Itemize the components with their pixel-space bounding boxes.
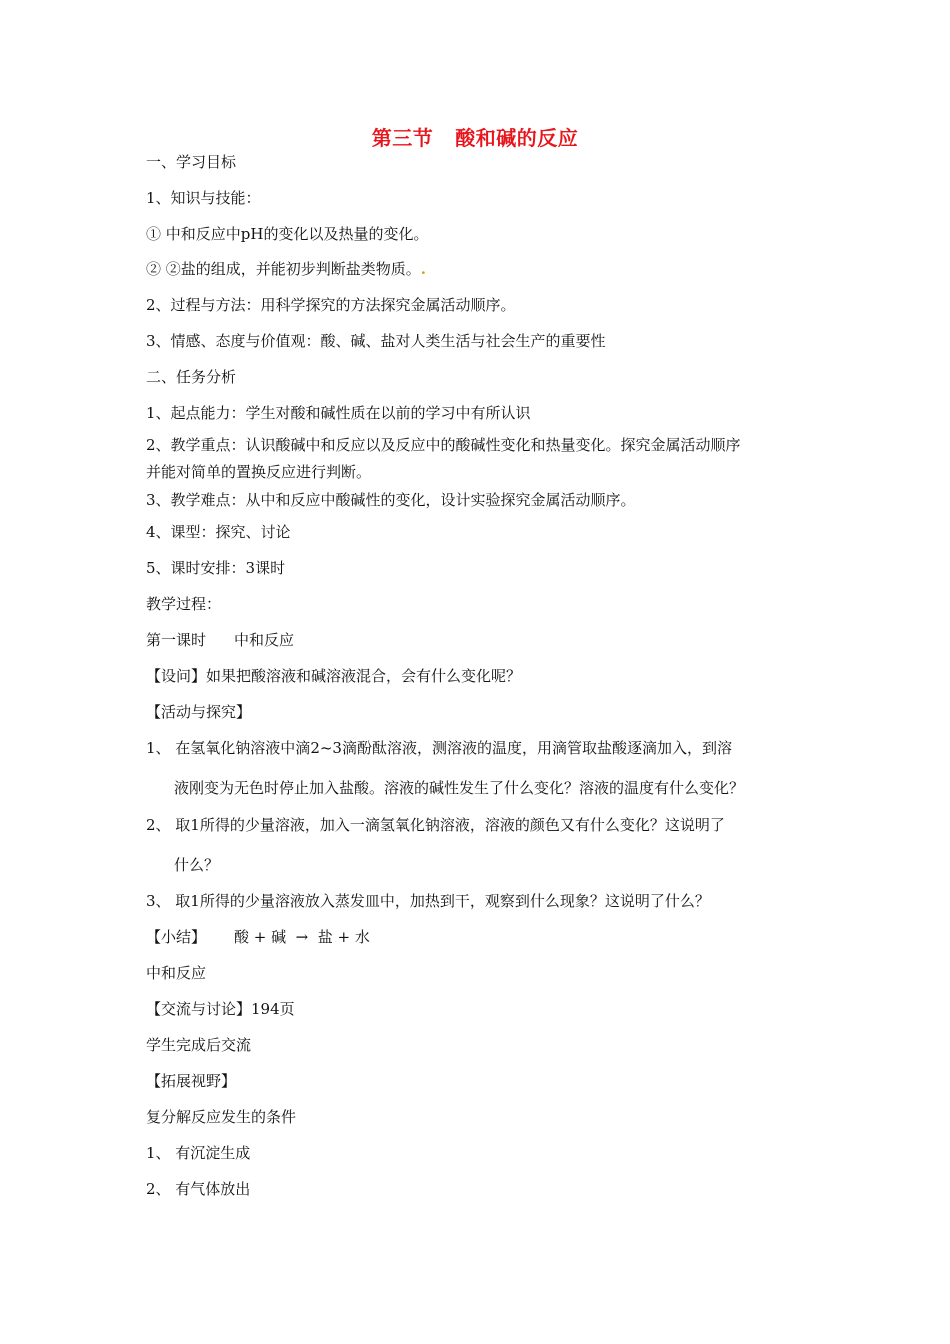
text-line: 3、情感、态度与价值观：酸、碱、盐对人类生活与社会生产的重要性 <box>146 332 606 350</box>
text-line: ② ②盐的组成，并能初步判断盐类物质。. <box>146 260 427 278</box>
text-line: 3、教学难点：从中和反应中酸碱性的变化，设计实验探究金属活动顺序。 <box>146 491 636 509</box>
text-line: 2、 取1所得的少量溶液，加入一滴氢氧化钠溶液，溶液的颜色又有什么变化？这说明了 <box>146 816 725 834</box>
text-line: 2、过程与方法：用科学探究的方法探究金属活动顺序。 <box>146 296 516 314</box>
text-line: 4、课型：探究、讨论 <box>146 523 291 541</box>
text-line: 中和反应 <box>146 964 207 982</box>
title-section: 第三节 <box>371 126 434 150</box>
text-line: 3、 取1所得的少量溶液放入蒸发皿中，加热到干，观察到什么现象？这说明了什么？ <box>146 892 710 910</box>
text-line: 2、 有气体放出 <box>146 1180 251 1198</box>
text-line: 1、知识与技能： <box>146 189 261 207</box>
text-line: 学生完成后交流 <box>146 1036 252 1054</box>
text-line: 5、课时安排：3课时 <box>146 559 286 577</box>
text-line: ① 中和反应中pH的变化以及热量的变化。 <box>146 225 429 243</box>
text-line: 教学过程： <box>146 595 222 613</box>
text-line: 什么？ <box>174 856 220 874</box>
title-topic: 酸和碱的反应 <box>455 126 579 150</box>
text-line: 【交流与讨论】194页 <box>146 1000 295 1018</box>
heading-task-analysis: 二、任务分析 <box>146 368 237 386</box>
text-line: 复分解反应发生的条件 <box>146 1108 297 1126</box>
page-title <box>0 122 950 151</box>
text-line: 1、起点能力：学生对酸和碱性质在以前的学习中有所认识 <box>146 404 531 422</box>
text-line: 液刚变为无色时停止加入盐酸。溶液的碱性发生了什么变化？溶液的温度有什么变化？ <box>174 779 745 797</box>
lesson-heading: 第一课时 中和反应 <box>146 631 295 649</box>
text-line: 1、 在氢氧化钠溶液中滴2~3滴酚酞溶液，测溶液的温度，用滴管取盐酸逐滴加入，到溶 <box>146 739 732 757</box>
text-line: 2、教学重点：认识酸碱中和反应以及反应中的酸碱性变化和热量变化。探究金属活动顺序 <box>146 436 741 454</box>
dot-mark: . <box>420 260 427 278</box>
summary-line: 【小结】 酸 + 碱 → 盐 + 水 <box>146 928 370 946</box>
text-line: 【设问】如果把酸溶液和碱溶液混合，会有什么变化呢？ <box>146 667 522 685</box>
text-line: 【活动与探究】 <box>146 703 252 721</box>
heading-learning-goals: 一、学习目标 <box>146 153 237 171</box>
text-line: 【拓展视野】 <box>146 1072 237 1090</box>
text-line: 1、 有沉淀生成 <box>146 1144 251 1162</box>
text-line: 并能对简单的置换反应进行判断。 <box>146 463 372 481</box>
